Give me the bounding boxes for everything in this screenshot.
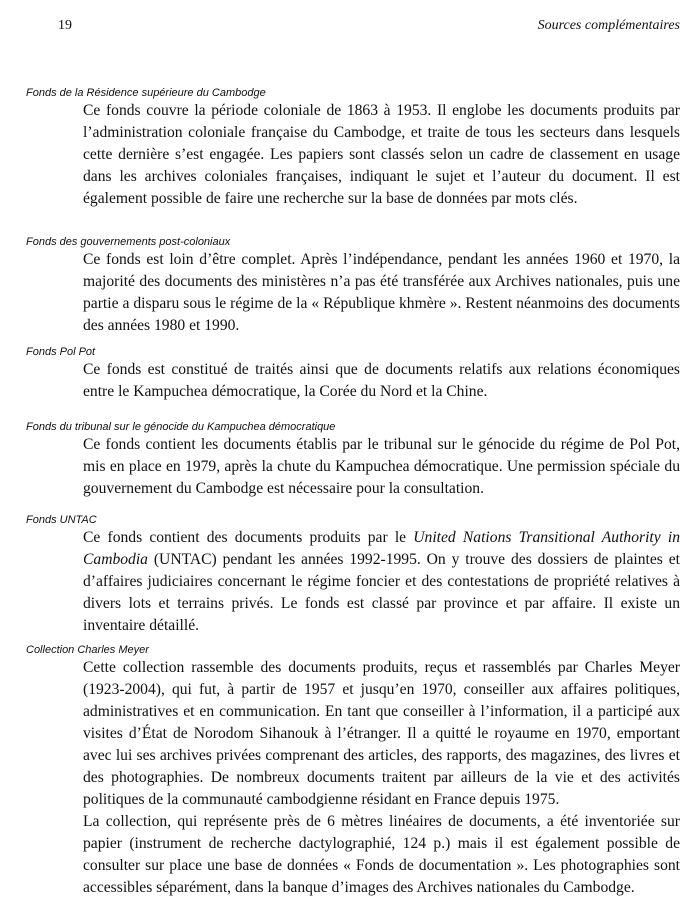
paragraph: Cette collection rassemble des documents produits, reçus et rassemblés par Charles Meyer (1923-2004), qui fut, à partir de 1957 et jusqu’en 1970, conseiller aux affaires politiques, administratives et en communication. En tant que conseiller à l’information, il a participé aux visites d’État de Norodom Sihanouk à l’étranger. Il a quitté le royaume en 1970, emportant avec lui ses archives privées comprenant des articles, des rapports, des magazines, des livres et des photographies. De nombreux documents traitent par ailleurs de la vie et des activités politiques de la communauté cambodgienne résidant en France depuis 1975. [83,659,680,808]
section-title: Fonds de la Résidence supérieure du Cambodge [26,87,266,99]
untac-text-before: Ce fonds contient des documents produits par le [83,529,414,546]
paragraph: Ce fonds est loin d’être complet. Après l’indépendance, pendant les années 1960 et 1970, la majorité des documents des ministères n’a pas été transférée aux Archives nationales, puis une partie a disparu sous le régime de la « République khmère ». Restent néanmoins des documents des années 1980 et 1990. [83,251,680,334]
untac-text-after: (UNTAC) pendant les années 1992-1995. On y trouve des dossiers de plaintes et d’affaires judiciaires concernant le régime foncier et des contestations de propriété relatives à divers lots et terrains privés. Le fonds est classé par province et par affaire. Il existe un inventaire détaillé. [83,551,680,634]
section-body [83,249,680,337]
section-title: Fonds Pol Pot [26,346,96,358]
section-title: Fonds du tribunal sur le génocide du Kampuchea démocratique [26,421,336,433]
section-tribunal-genocide [26,420,680,500]
section-body [83,359,680,403]
section-title: Fonds UNTAC [26,514,97,526]
paragraph: Ce fonds contient les documents établis par le tribunal sur le génocide du régime de Pol Pot, mis en place en 1979, après la chute du Kampuchea démocratique. Une permission spéciale du gouvernement du Cambodge est nécessaire pour la consultation. [83,436,680,497]
section-residence-superieure [26,86,680,210]
section-untac [26,513,680,637]
section-body [83,527,680,637]
paragraph: La collection, qui représente près de 6 mètres linéaires de documents, a été inventoriée sur papier (instrument de recherche dactylographié, 124 p.) mais il est également possible de consulter sur place une base de données « Fonds de documentation ». Les photographies sont accessibles séparément, dans la banque d’images des Archives nationales du Cambodge. [83,813,680,896]
paragraph [83,527,680,637]
section-body [83,657,680,899]
page-number: 19 [58,18,72,33]
paragraph: Ce fonds est constitué de traités ainsi que de documents relatifs aux relations économiques entre le Kampuchea démocratique, la Corée du Nord et la Chine. [83,361,680,400]
section-gouvernements-post-coloniaux [26,235,680,337]
untac-title-italic: United Nations Transitional Authority in Cambodia [83,529,680,568]
running-head: Sources complémentaires [537,18,680,33]
paragraph: Ce fonds couvre la période coloniale de 1863 à 1953. Il englobe les documents produits par l’administration coloniale française du Cambodge, et traite de tous les secteurs dans lesquels cette dernière s’est engagée. Les papiers sont classés selon un cadre de classement en usage dans les archives coloniales françaises, indiquant le sujet et l’auteur du document. Il est également possible de faire une recherche sur la base de données par mots clés. [83,102,680,207]
section-title: Fonds des gouvernements post-coloniaux [26,236,231,248]
section-title: Collection Charles Meyer [26,644,149,656]
page-header [58,18,680,38]
section-pol-pot [26,345,680,403]
section-charles-meyer [26,643,680,899]
section-body [83,100,680,210]
section-body [83,434,680,500]
